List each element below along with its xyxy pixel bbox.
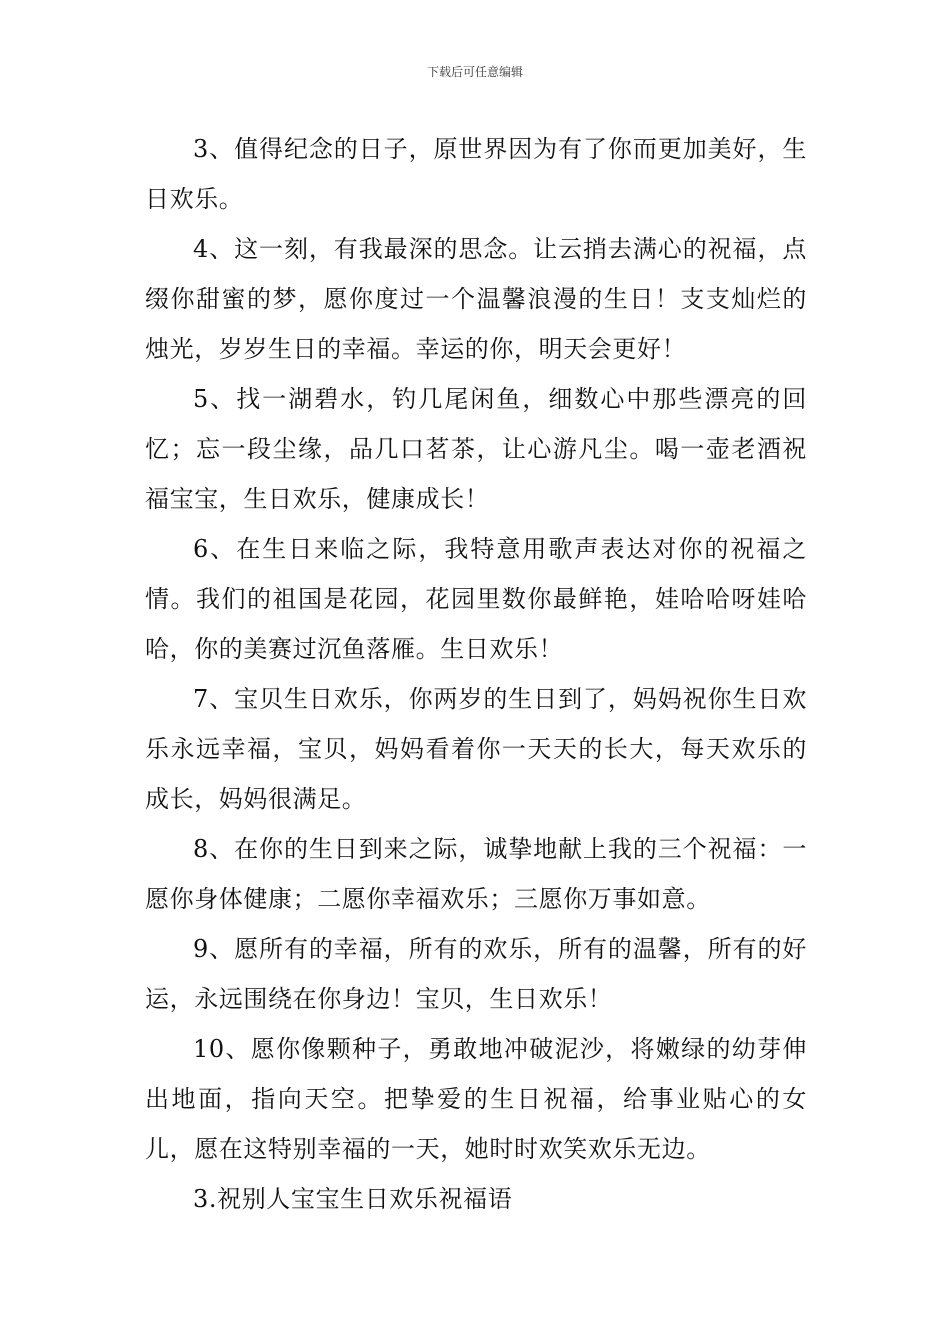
paragraph-8: 8、在你的生日到来之际，诚挚地献上我的三个祝福：一愿你身体健康；二愿你幸福欢乐；三愿你万事如意。 [145, 835, 807, 913]
paragraph-7: 7、宝贝生日欢乐，你两岁的生日到了，妈妈祝你生日欢乐永远幸福，宝贝，妈妈看着你一天天的长大，每天欢乐的成长，妈妈很满足。 [145, 685, 807, 813]
paragraph-4: 4、这一刻，有我最深的思念。让云捎去满心的祝福，点缀你甜蜜的梦，愿你度过一个温馨浪漫的生日！支支灿烂的烛光，岁岁生日的幸福。幸运的你，明天会更好！ [145, 235, 807, 363]
paragraph-10: 10、愿你像颗种子，勇敢地冲破泥沙，将嫩绿的幼芽伸出地面，指向天空。把挚爱的生日祝福，给事业贴心的女儿，愿在这特别幸福的一天，她时时欢笑欢乐无边。 [145, 1035, 807, 1163]
page-header-note: 下载后可任意编辑 [426, 65, 523, 79]
section-heading: 3.祝别人宝宝生日欢乐祝福语 [193, 1185, 513, 1213]
paragraph-3: 3、值得纪念的日子，原世界因为有了你而更加美好，生日欢乐。 [145, 135, 807, 213]
paragraph-6: 6、在生日来临之际，我特意用歌声表达对你的祝福之情。我们的祖国是花园，花园里数你最鲜艳，娃哈哈呀娃哈哈，你的美赛过沉鱼落雁。生日欢乐！ [145, 535, 807, 663]
paragraph-9: 9、愿所有的幸福，所有的欢乐，所有的温馨，所有的好运，永远围绕在你身边！宝贝，生日欢乐！ [145, 935, 807, 1013]
paragraph-5: 5、找一湖碧水，钓几尾闲鱼，细数心中那些漂亮的回忆；忘一段尘缘，品几口茗茶，让心游凡尘。喝一壶老酒祝福宝宝，生日欢乐，健康成长！ [145, 385, 807, 513]
document-body [145, 124, 807, 1224]
